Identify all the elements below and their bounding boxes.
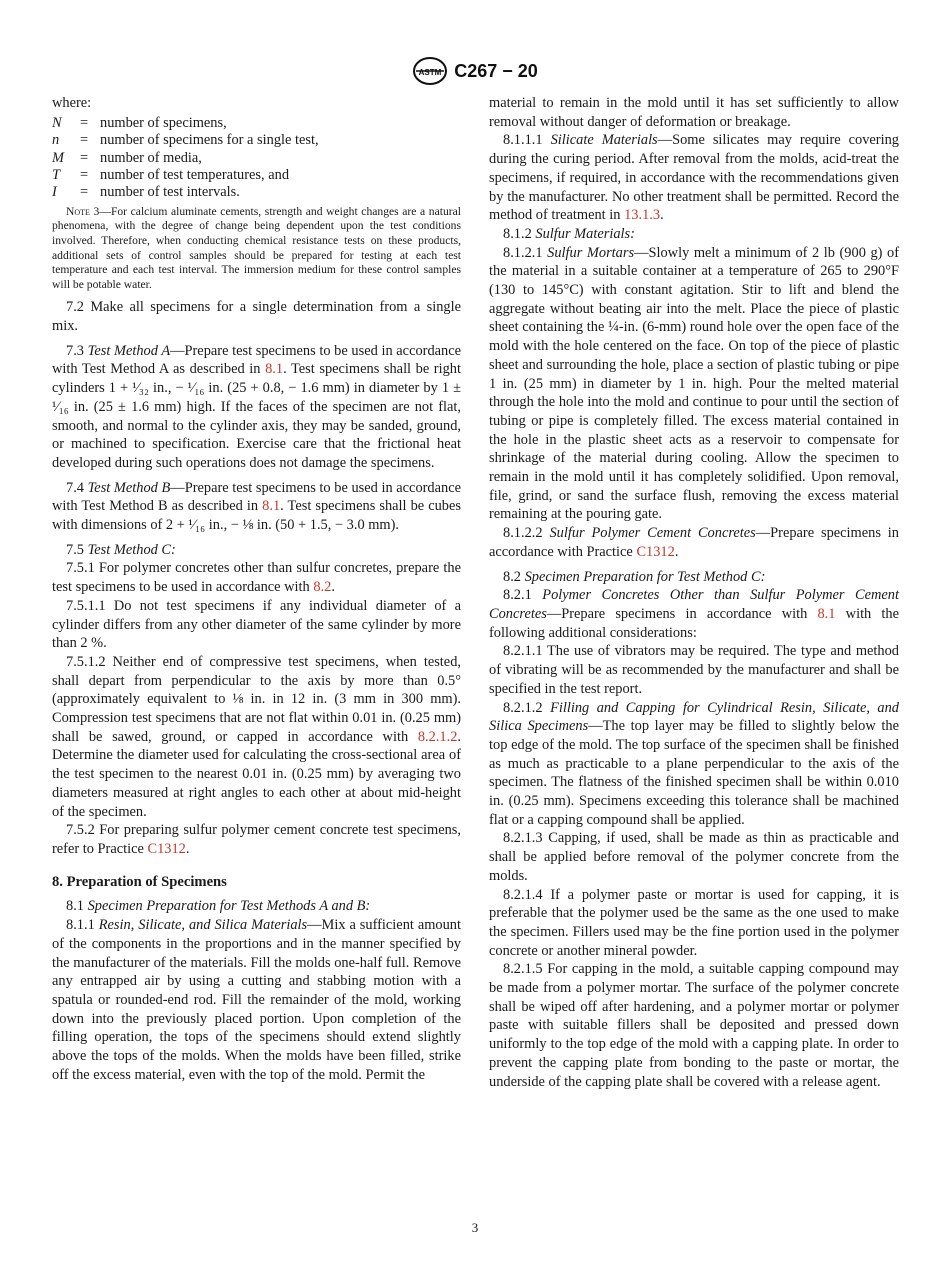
svg-text:ASTM: ASTM: [418, 68, 442, 77]
xref-c1312[interactable]: C1312: [636, 543, 675, 560]
para-8-2-1: 8.2.1 Polymer Concretes Other than Sulfur Polymer Cement Concretes—Prepare specimens in accordance with 8.1 with the following additional considerations:: [489, 587, 900, 641]
para-8-2-1-2: 8.2.1.2 Filling and Capping for Cylindrical Resin, Silicate, and Silica Specimens—The top layer may be filled to slightly below the top edge of the mold. The top surface of the specimen shall be finished as much as practicable to a plane perpendicular to the axis of the specimen. The flatness of the finished specimen shall be within 0.010 in. (0.25 mm). Specimens exceeding this tolerance shall be machined flat or a capping compound shall be applied.: [489, 699, 899, 828]
definition-row: I = number of test intervals.: [52, 184, 240, 201]
para-8-1-2-1: 8.1.2.1 Sulfur Mortars—Slowly melt a minimum of 2 lb (900 g) of the material in a suitable container at a temperature of 265 to 290°F (130 to 145°C) with constant agitation. Stir to lift and blend the aggregate without beating air into the melt. Place the piece of plastic sheet containing the ¼-in. (6-mm) round hole over the open face of the mold with the hole centered on the face. On top of the piece of plastic sheet and surrounding the hole, place a section of plastic tubing or pipe 1 in. (25 mm) in diameter by 1 in. high. Pour the melted material through the hole into the mold and continue to pour until the section of tubing or pipe is completely filled. The excess material contained in the hole in the plastic sheet acts as a reservoir to compensate for shrinkage of the material during cooling. Allow the specimen to remain in the mold until it has completely solidified. Upon removal, file, grind, or sand the surface flush, removing the excess material remaining at the pouring gate.: [489, 244, 900, 523]
para-8-1: 8.1 Specimen Preparation for Test Methods A and B:: [66, 898, 371, 915]
xref-c1312[interactable]: C1312: [147, 840, 186, 857]
xref-8-1[interactable]: 8.1: [262, 498, 281, 515]
page-number: 3: [471, 1220, 479, 1235]
para-7-5-2: 7.5.2 For preparing sulfur polymer cement concrete test specimens, refer to Practice C1312.: [52, 822, 461, 857]
para-8-1-2: 8.1.2 Sulfur Materials:: [503, 225, 635, 242]
para-7-2: 7.2 Make all specimens for a single determination from a single mix.: [52, 299, 461, 334]
where-definitions: [52, 115, 319, 202]
para-7-5-1: 7.5.1 For polymer concretes other than sulfur concretes, prepare the test specimens to be used in accordance with 8.2.: [52, 560, 461, 596]
xref-8-2-1-2[interactable]: 8.2.1.2: [417, 728, 458, 745]
right-column: [489, 94, 899, 1091]
para-8-2-1-5: 8.2.1.5 For capping in the mold, a suitable capping compound may be made from a polymer mortar. The surface of the polymer concrete shall be wiped off after hardening, and a polymer mortar or polymer paste with suitable fillers shall be deposited and pressed down uniformly to the top edge of the mold with a capping plate. In order to prevent the capping plate from bonding to the paste or mortar, the underside of the capping plate shall be covered with a release agent.: [489, 961, 899, 1090]
xref-8-1[interactable]: 8.1: [817, 605, 836, 622]
para-7-3: 7.3 Test Method A—Prepare test specimens to be used in accordance with Test Method A as described in 8.1. Test specimens shall be right cylinders 1 + ¹⁄₃₂ in., − ¹⁄₁₆ in. (25 + 0.8, − 1.6 mm) in diameter by 1 ± ¹⁄₁₆ in. (25 ± 1.6 mm) high. If the faces of the specimen are not flat, smooth, and normal to the cylinder axis, they may be sanded, ground, or machined to specification. Exercise care that the frictional heat developed during such operations does not damage the specimens.: [52, 342, 461, 471]
definition-row: n = number of specimens for a single test,: [52, 132, 319, 149]
section-8-heading: 8. Preparation of Specimens: [52, 873, 227, 890]
para-7-5-1-2: 7.5.1.2 Neither end of compressive test specimens, when tested, shall depart from perpendicular to the axis by more than 0.5° (approximately equivalent to ⅛ in. in 12 in. (3 mm in 300 mm). Compression test specimens that are not flat within 0.01 in. (0.25 mm) shall be sawed, ground, or capped in accordance with 8.2.1.2. Determine the diameter used for calculating the cross-sectional area of the test specimen to the nearest 0.01 in. (0.25 mm) by averaging two diameters measured at right angles to each other at about mid-height of the specimen.: [52, 653, 461, 820]
para-8-2: 8.2 Specimen Preparation for Test Method C:: [503, 568, 766, 585]
definition-row: T = number of test temperatures, and: [52, 166, 290, 183]
para-7-5: 7.5 Test Method C:: [66, 541, 176, 558]
note-3: Note 3—For calcium aluminate cements, strength and weight changes are a natural phenomena, with the degree of change being dependent upon the test conditions involved. Therefore, when conducting chemical resistance tests on these products, additional sets of control samples should be prepared for testing at each test temperature and each test interval. The immersion medium for these control samples will be potable water.: [52, 204, 461, 291]
left-column: [52, 94, 461, 1084]
para-8-1-2-2: 8.1.2.2 Sulfur Polymer Cement Concretes—Prepare specimens in accordance with Practice C1312.: [489, 525, 899, 560]
para-7-4: 7.4 Test Method B—Prepare test specimens to be used in accordance with Test Method B as described in 8.1. Test specimens shall be cubes with dimensions of 2 + ¹⁄₁₆ in., − ⅛ in. (50 + 1.5, − 3.0 mm).: [52, 479, 461, 534]
xref-8-1[interactable]: 8.1: [265, 361, 284, 378]
document-designation: C267 − 20: [454, 60, 538, 81]
para-8-1-1: 8.1.1 Resin, Silicate, and Silica Materials—Mix a sufficient amount of the components in the proportions and in the manner specified by the manufacturer of the materials. Fill the molds one-half full. Remove any entrapped air by using a cutting and stabbing motion with a spatula or rounded-end rod. Fill the remainder of the mold, working down into the previously placed portion. Upon completion of the filling operation, the tops of the specimens should extend slightly above the tops of the molds. When the molds have been filled, strike off the excess material, even with the top of the mold. Permit the: [52, 917, 461, 1083]
astm-logo-icon: [412, 56, 448, 86]
para-8-2-1-3: 8.2.1.3 Capping, if used, shall be made as thin as practicable and shall be applied before removal of the polymer concrete from the molds.: [489, 830, 899, 884]
para-8-1-1-continued: material to remain in the mold until it has set sufficiently to allow removal without danger of deformation or breakage.: [489, 95, 899, 130]
page-header: [0, 56, 950, 86]
xref-8-2[interactable]: 8.2: [313, 579, 332, 596]
para-8-1-1-1: 8.1.1.1 Silicate Materials—Some silicates may require covering during the curing period. After removal from the molds, acid-treat the specimens, if required, in accordance with the recommendations given by the manufacturer. No other treatment shall be permitted. Record the method of treatment in 13.1.3.: [489, 132, 899, 224]
para-7-5-1-1: 7.5.1.1 Do not test specimens if any individual diameter of a cylinder differs from any other diameter of the same cylinder by more than 2 %.: [52, 597, 461, 652]
where-label: where:: [52, 95, 92, 111]
xref-13-1-3[interactable]: 13.1.3: [624, 207, 661, 224]
para-8-2-1-1: 8.2.1.1 The use of vibrators may be required. The type and method of vibrating will be as recommended by the manufacturer and shall be specified in the test report.: [489, 643, 899, 697]
definition-row: N = number of specimens,: [52, 114, 227, 131]
definition-row: M = number of media,: [52, 149, 202, 166]
para-8-2-1-4: 8.2.1.4 If a polymer paste or mortar is used for capping, it is preferable that the polymer used be the same as the one used to make the specimen. Fillers used may be the fine portion used in the polymer concrete or another mineral powder.: [489, 886, 899, 959]
